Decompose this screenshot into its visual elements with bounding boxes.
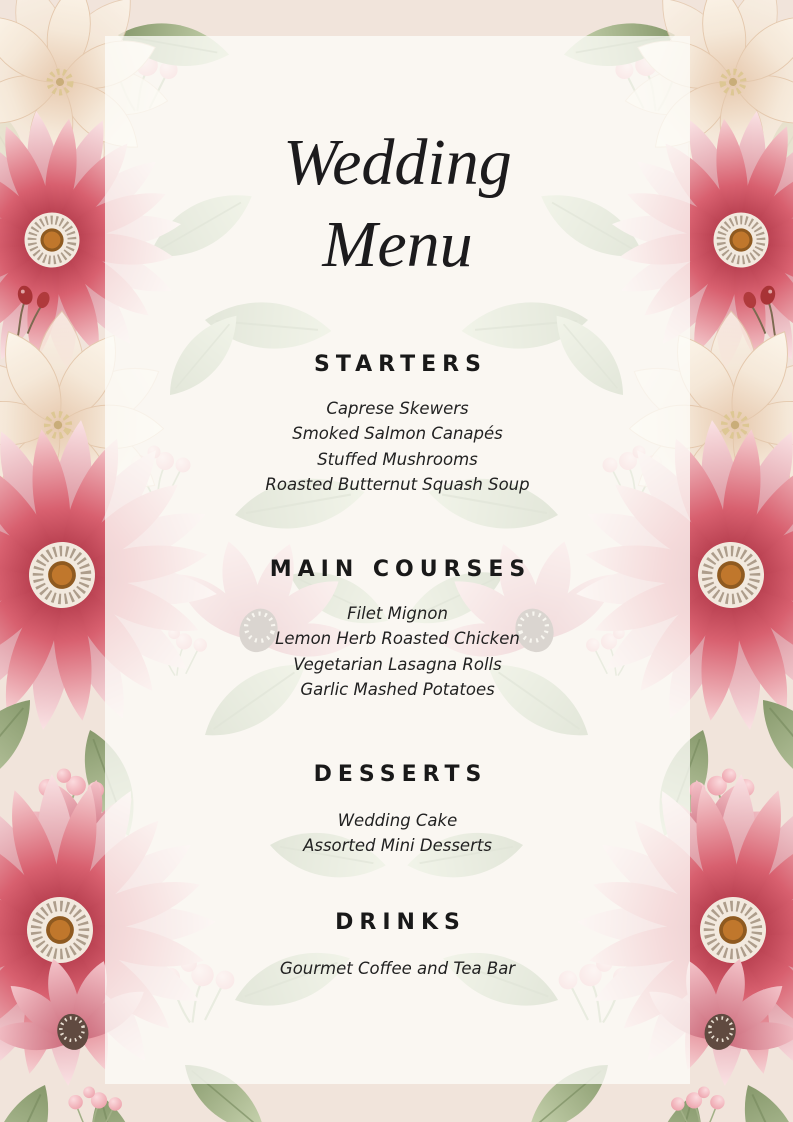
drinks-heading: DRINKS	[335, 910, 466, 935]
starters-heading: STARTERS	[314, 352, 487, 377]
menu-item: Caprese Skewers	[326, 399, 469, 418]
main-courses-items	[105, 601, 690, 702]
menu-item: Gourmet Coffee and Tea Bar	[279, 959, 516, 978]
menu-item: Wedding Cake	[337, 811, 458, 830]
main-courses-heading: MAIN COURSES	[269, 557, 532, 582]
desserts-items	[105, 808, 690, 859]
starters-items	[105, 396, 690, 497]
drinks-items	[105, 956, 690, 981]
menu-item: Filet Mignon	[347, 604, 448, 623]
menu-title-line1: Wedding	[283, 126, 512, 199]
menu-item: Assorted Mini Desserts	[303, 836, 492, 856]
menu-title-line2: Menu	[322, 208, 473, 281]
menu-item: Smoked Salmon Canapés	[292, 424, 503, 444]
menu-item: Roasted Butternut Squash Soup	[265, 474, 530, 494]
menu-item: Lemon Herb Roasted Chicken	[275, 629, 520, 649]
menu-item: Garlic Mashed Potatoes	[300, 679, 495, 699]
desserts-heading: DESSERTS	[313, 762, 488, 787]
menu-item: Vegetarian Lasagna Rolls	[293, 654, 502, 674]
menu-item: Stuffed Mushrooms	[317, 449, 478, 469]
